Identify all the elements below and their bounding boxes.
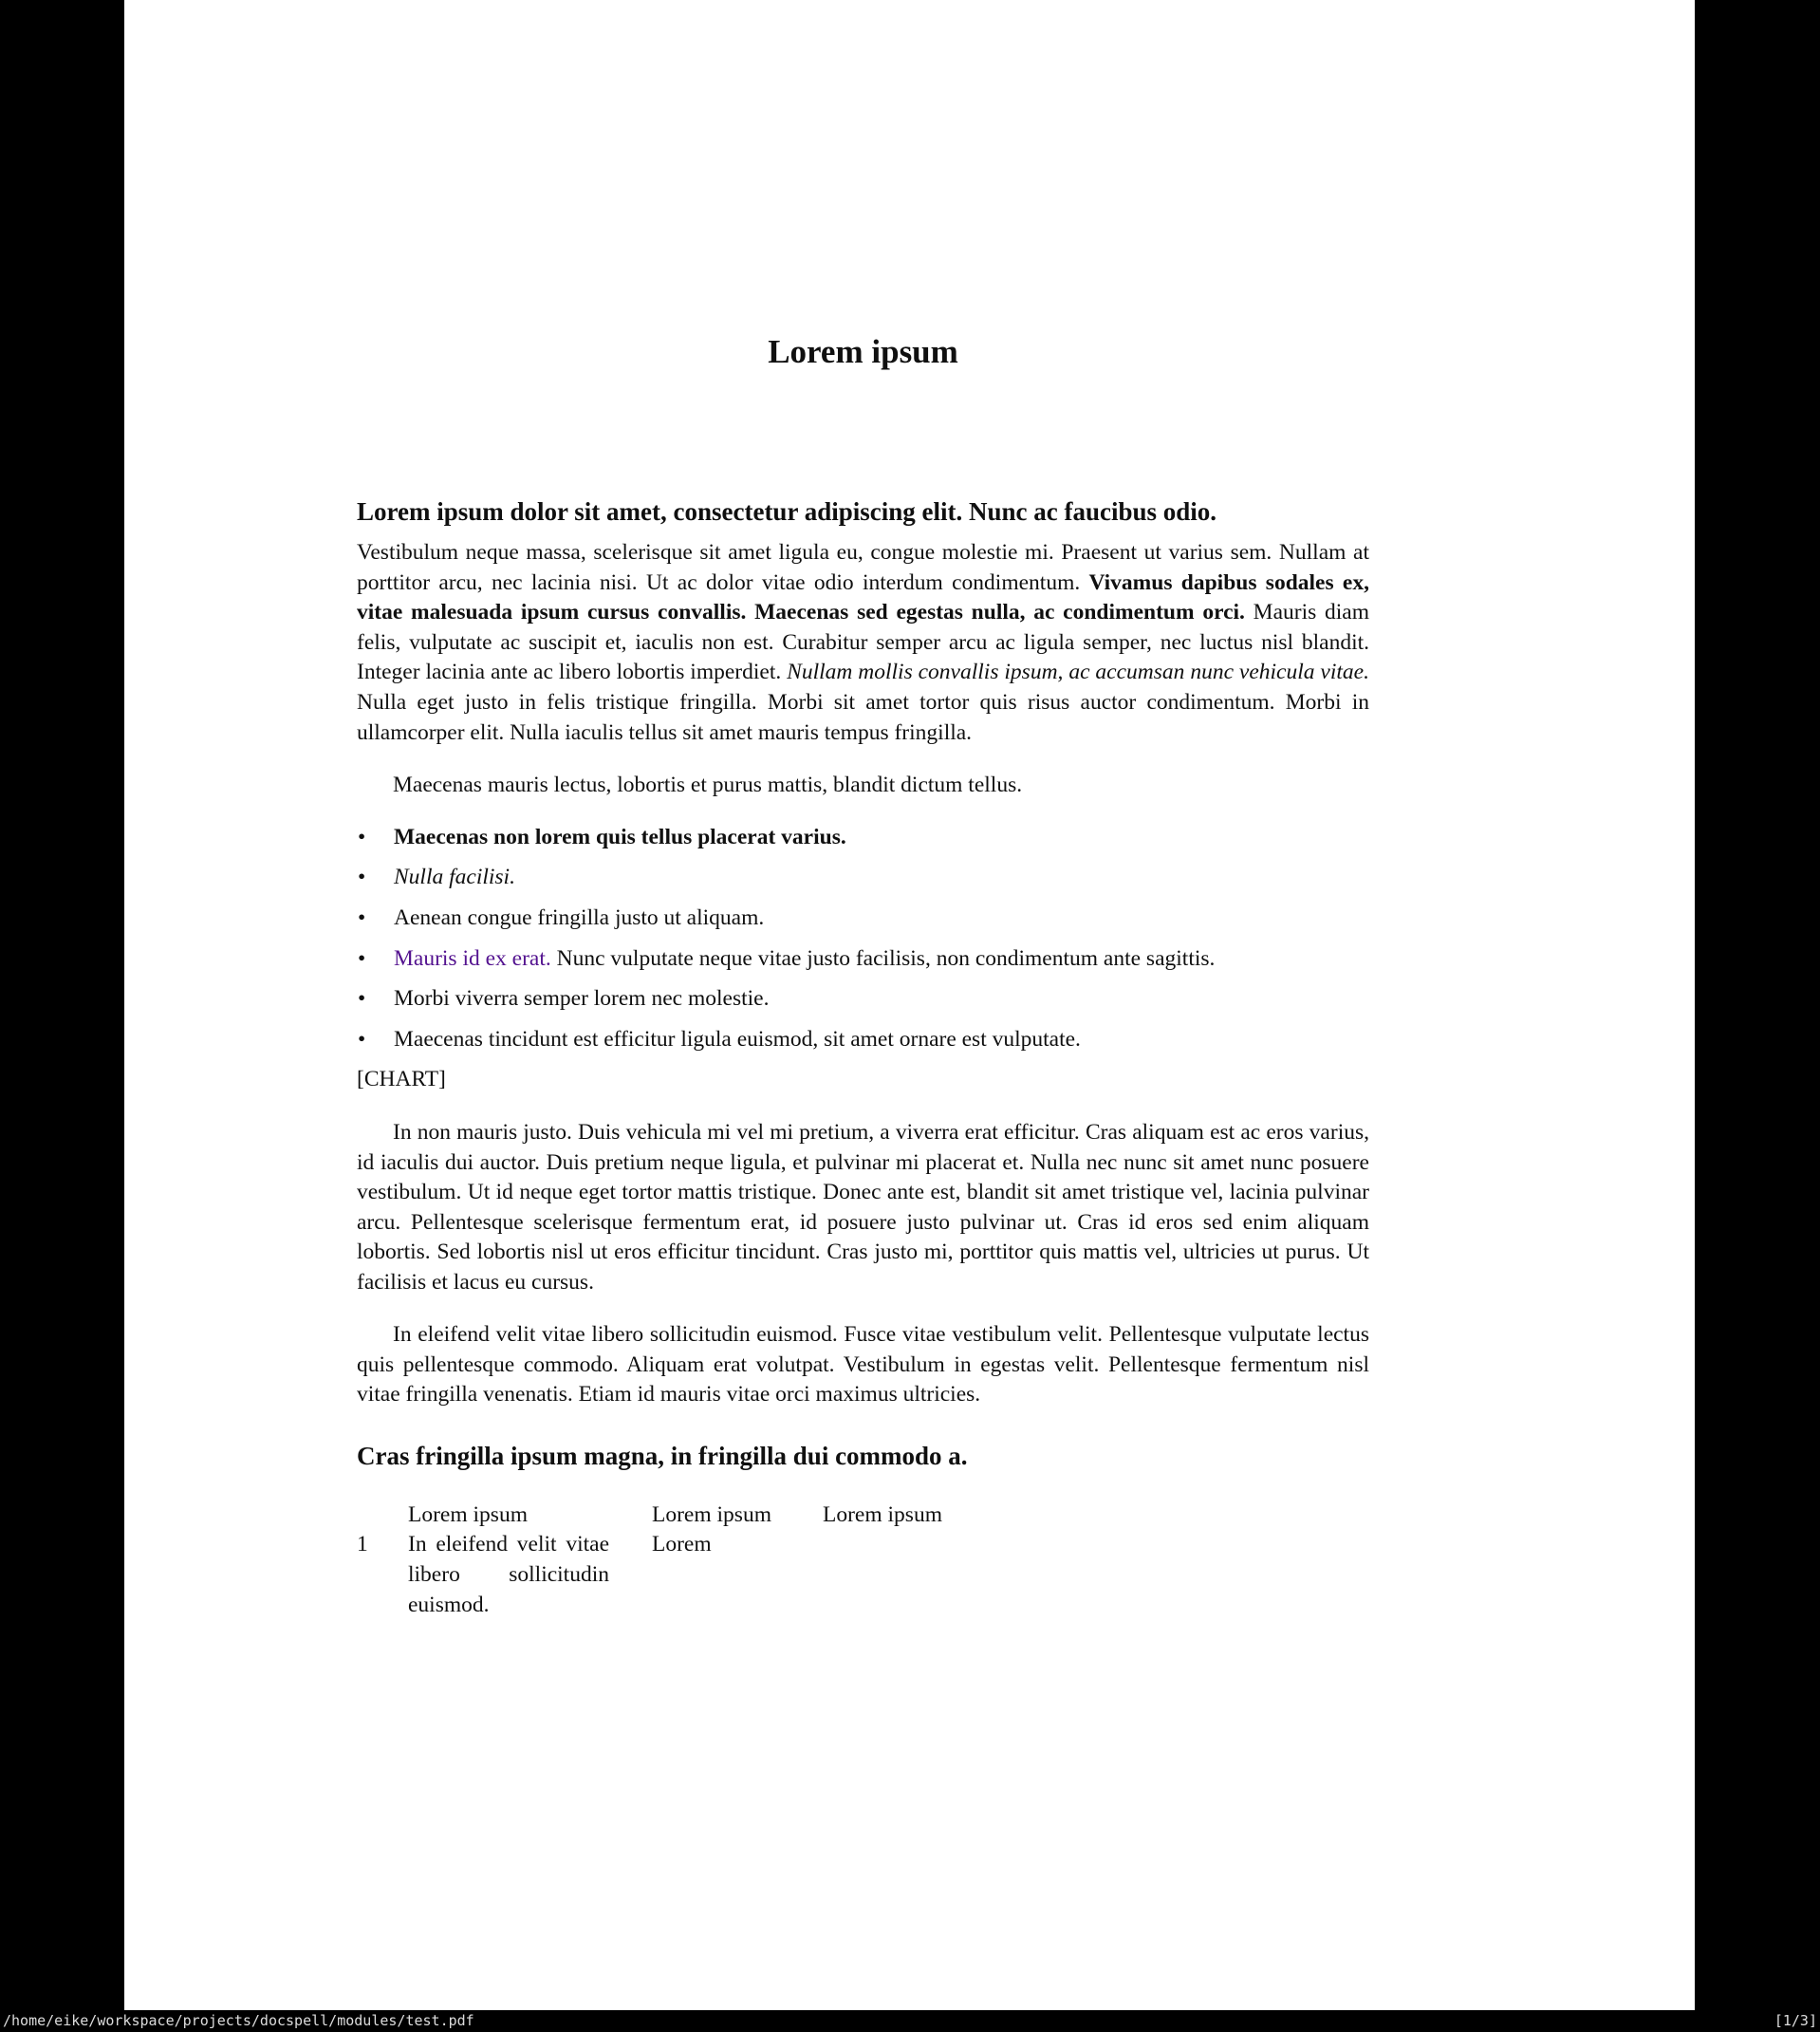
list-item-text [394, 986, 769, 1011]
section-heading-1: Lorem ipsum dolor sit amet, consectetur adipiscing elit. Nunc ac faucibus odio. [357, 497, 1217, 526]
document-page [124, 0, 1695, 2010]
list-item-text [394, 1027, 1081, 1052]
text-segment: Nunc vulputate neque vitae justo facilisis, non condimentum ante sagittis. [550, 945, 1216, 971]
document-title: Lorem ipsum [768, 333, 958, 370]
hyperlink-text[interactable]: Mauris id ex erat. [394, 945, 551, 971]
paragraph-3: In non mauris justo. Duis vehicula mi vel mi pretium, a viverra erat efficitur. Cras aliquam est ac eros varius, id iaculis dui auctor. Duis pretium neque ligula, et pulvinar mi placerat et. Nulla nec nunc sit amet nunc posuere vestibulum. Ut id neque eget tortor mattis tristique. Donec ante est, blandit sit amet tristique vel, lacinia pulvinar arcu. Pellentesque scelerisque fermentum erat, id posuere justo pulvinar ut. Cras id eros sed enim aliquam lobortis. Sed lobortis nisl ut eros efficitur tincidunt. Cras justo mi, porttitor quis mattis vel, ultricies ut purus. Ut facilisis et lacus eu cursus. [357, 1119, 1369, 1295]
status-bar [0, 2010, 1820, 2032]
table-cell-col3 [823, 1530, 1369, 1620]
status-file-path: /home/eike/workspace/projects/docspell/modules/test.pdf [3, 2012, 474, 2029]
table-header-col2: Lorem ipsum [652, 1501, 771, 1527]
section-heading-2: Cras fringilla ipsum magna, in fringilla dui commodo a. [357, 1441, 968, 1470]
table-cell-col2: Lorem [652, 1532, 712, 1557]
list-item-text [394, 905, 764, 930]
list-item [357, 984, 1369, 1015]
bullet-icon: • [358, 1026, 366, 1052]
text-segment: Nullam mollis convallis ipsum, ac accumsan nunc vehicula vitae. [787, 660, 1369, 685]
list-item [357, 904, 1369, 934]
text-segment: Vivamus dapibus sodales ex, vitae malesuada ipsum cursus convallis. Maecenas sed egestas nulla, ac condimentum orci. [357, 569, 1369, 625]
paragraph-4: In eleifend velit vitae libero sollicitudin euismod. Fusce vitae vestibulum velit. Pellentesque vulputate lectus quis pellentesque commodo. Aliquam erat volutpat. Vestibulum in egestas velit. Pellentesque fermentum nisl vitae fringilla venenatis. Etiam id mauris vitae orci maximus ultricies. [357, 1321, 1369, 1407]
data-table [357, 1501, 1369, 1620]
list-item-text [394, 946, 1215, 971]
chart-placeholder: [CHART] [357, 1067, 446, 1092]
bullet-icon: • [358, 904, 366, 930]
text-segment: Aenean congue fringilla justo ut aliquam. [394, 904, 765, 930]
table-row-number: 1 [357, 1532, 368, 1557]
bullet-icon: • [358, 824, 366, 849]
list-item [357, 823, 1369, 853]
text-segment: Mauris diam felis, vulputate ac suscipit et, iaculis non est. Curabitur semper arcu ac ligula semper, nec luctus nisl blandit. Integer lacinia ante ac libero lobortis imperdiet. [357, 600, 1369, 685]
text-segment: Morbi viverra semper lorem nec molestie. [394, 986, 770, 1012]
text-segment: Maecenas non lorem quis tellus placerat varius. [394, 824, 846, 849]
paragraph-1 [357, 538, 1369, 748]
table-cell-col1: In eleifend velit vitae libero sollicitudin euismod. [408, 1532, 609, 1617]
text-segment: Maecenas tincidunt est efficitur ligula euismod, sit amet ornare est vulputate. [394, 1026, 1081, 1052]
text-segment: Vestibulum neque massa, scelerisque sit amet ligula eu, congue molestie mi. Praesent ut varius sem. Nullam at porttitor arcu, nec lacinia nisi. Ut ac dolor vitae odio interdum condimentum. [357, 540, 1369, 595]
text-segment: Nulla eget justo in felis tristique fringilla. Morbi sit amet tortor quis risus auctor condimentum. Morbi in ullamcorper elit. Nulla iaculis tellus sit amet mauris tempus fringilla. [357, 689, 1369, 745]
table-header-spacer [357, 1501, 408, 1531]
text-segment: Nulla facilisi. [394, 865, 515, 890]
list-item [357, 944, 1369, 975]
list-item [357, 863, 1369, 893]
status-page-indicator: [1/3] [1774, 2012, 1817, 2029]
bullet-list [357, 823, 1369, 1055]
list-item [357, 1025, 1369, 1055]
paragraph-2: Maecenas mauris lectus, lobortis et purus mattis, blandit dictum tellus. [393, 772, 1023, 797]
document-text-block [357, 332, 1369, 1620]
table-header-col1: Lorem ipsum [408, 1501, 528, 1527]
list-item-text [394, 865, 515, 889]
bullet-icon: • [358, 945, 366, 971]
list-item-text [394, 825, 846, 849]
table-header-col3: Lorem ipsum [823, 1501, 942, 1527]
bullet-icon: • [358, 865, 366, 890]
bullet-icon: • [358, 986, 366, 1012]
